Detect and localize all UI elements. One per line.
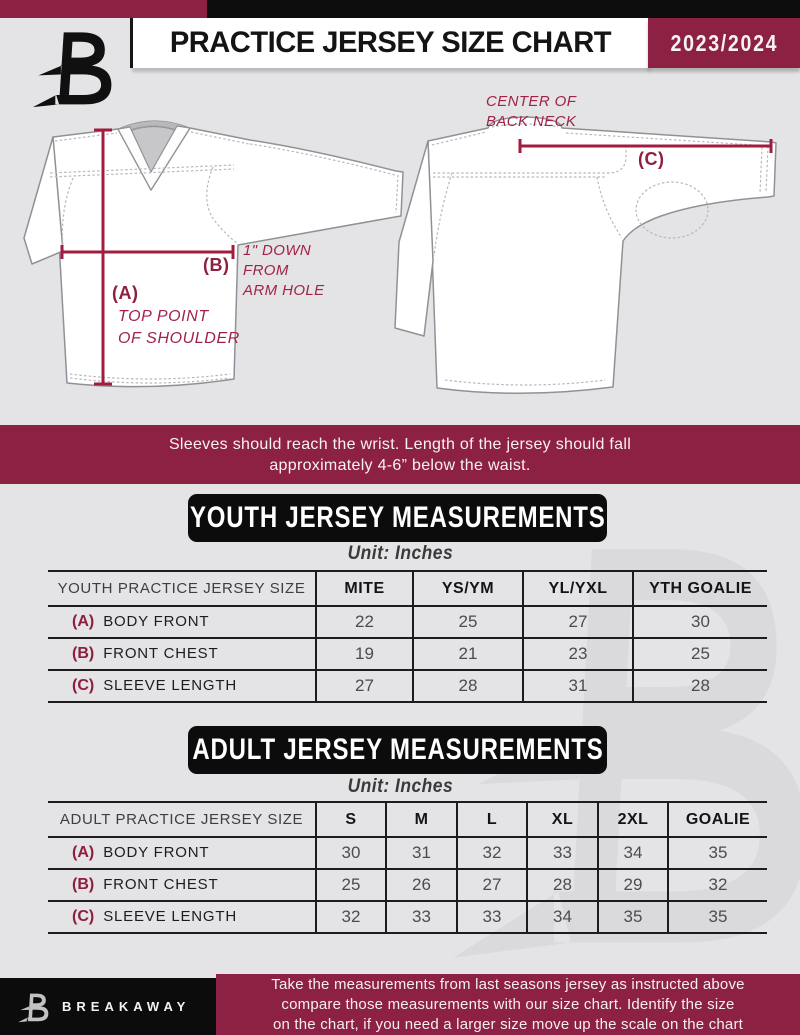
youth-col-header: YTH GOALIE xyxy=(633,571,767,606)
adult-col-header: L xyxy=(457,802,527,837)
adult-section-title-bar xyxy=(188,726,607,774)
footer-note-line-1: Take the measurements from last seasons jersey as instructed above xyxy=(271,976,745,993)
footer-note-line-2: compare those measurements with our size chart. Identify the size xyxy=(281,996,735,1013)
cell: 26 xyxy=(386,869,457,901)
youth-col-header: YOUTH PRACTICE JERSEY SIZE xyxy=(48,571,316,606)
cell: 25 xyxy=(316,869,386,901)
cell: 28 xyxy=(633,670,767,702)
jersey-back-diagram xyxy=(395,117,776,393)
breakaway-b-logo-small-icon xyxy=(16,990,52,1023)
cell: 33 xyxy=(457,901,527,933)
label-c: (C) xyxy=(638,149,665,169)
cell: 34 xyxy=(598,837,668,869)
youth-size-table xyxy=(48,570,767,703)
adult-size-table xyxy=(48,801,767,934)
row-label: SLEEVE LENGTH xyxy=(103,677,237,694)
adult-section-title: ADULT JERSEY MEASUREMENTS xyxy=(191,733,604,766)
row-label: SLEEVE LENGTH xyxy=(103,908,237,925)
cell: 25 xyxy=(633,638,767,670)
table-row xyxy=(48,638,767,670)
page-title: PRACTICE JERSEY SIZE CHART xyxy=(169,26,612,59)
label-b: (B) xyxy=(203,255,230,275)
adult-unit-label: Unit: Inches xyxy=(347,776,453,797)
table-row xyxy=(48,670,767,702)
title-bar xyxy=(130,18,648,68)
table-row xyxy=(48,837,767,869)
row-label: BODY FRONT xyxy=(103,844,210,861)
label-c-desc: CENTER OF BACK NECK xyxy=(486,93,577,130)
footer-note xyxy=(216,974,800,1035)
cell: 33 xyxy=(386,901,457,933)
row-key: (B) xyxy=(72,876,95,893)
cell: 27 xyxy=(523,606,633,638)
cell: 34 xyxy=(527,901,598,933)
brand-name: BREAKAWAY xyxy=(62,999,191,1014)
season-badge xyxy=(648,18,800,68)
top-strip-black xyxy=(207,0,800,18)
cell: 27 xyxy=(316,670,413,702)
youth-section-title-bar xyxy=(188,494,607,542)
youth-unit-label: Unit: Inches xyxy=(347,543,453,564)
row-label: BODY FRONT xyxy=(103,613,210,630)
cell: 35 xyxy=(668,837,767,869)
footer-note-line-3: on the chart, if you need a larger size move up the scale on the chart xyxy=(272,1016,744,1033)
notice-line-1: Sleeves should reach the wrist. Length of the jersey should fall xyxy=(168,436,632,453)
jersey-diagrams xyxy=(0,80,800,425)
row-label: FRONT CHEST xyxy=(103,645,219,662)
adult-col-header: 2XL xyxy=(598,802,668,837)
label-a-desc: TOP POINT OF SHOULDER xyxy=(118,308,240,347)
top-strip-maroon xyxy=(0,0,207,18)
table-row xyxy=(48,869,767,901)
table-row xyxy=(48,606,767,638)
youth-section-title: YOUTH JERSEY MEASUREMENTS xyxy=(189,501,606,534)
adult-col-header: ADULT PRACTICE JERSEY SIZE xyxy=(48,802,316,837)
cell: 35 xyxy=(668,901,767,933)
cell: 31 xyxy=(386,837,457,869)
row-key: (A) xyxy=(72,844,95,861)
footer-brand-block xyxy=(0,978,216,1035)
notice-band xyxy=(0,425,800,484)
cell: 30 xyxy=(633,606,767,638)
cell: 27 xyxy=(457,869,527,901)
row-key: (A) xyxy=(72,613,95,630)
notice-line-2: approximately 4-6” below the waist. xyxy=(269,457,531,474)
row-label: FRONT CHEST xyxy=(103,876,219,893)
adult-col-header: GOALIE xyxy=(668,802,767,837)
cell: 28 xyxy=(413,670,523,702)
cell: 25 xyxy=(413,606,523,638)
cell: 22 xyxy=(316,606,413,638)
cell: 33 xyxy=(527,837,598,869)
season-label: 2023/2024 xyxy=(670,29,778,56)
cell: 19 xyxy=(316,638,413,670)
row-key: (C) xyxy=(72,908,95,925)
adult-col-header: S xyxy=(316,802,386,837)
youth-col-header: YL/YXL xyxy=(523,571,633,606)
cell: 30 xyxy=(316,837,386,869)
youth-table-header-row xyxy=(48,571,767,606)
label-b-desc: 1" DOWN FROM ARM HOLE xyxy=(243,242,325,299)
cell: 28 xyxy=(527,869,598,901)
cell: 21 xyxy=(413,638,523,670)
youth-col-header: MITE xyxy=(316,571,413,606)
adult-col-header: M xyxy=(386,802,457,837)
adult-table-header-row xyxy=(48,802,767,837)
cell: 23 xyxy=(523,638,633,670)
cell: 29 xyxy=(598,869,668,901)
cell: 35 xyxy=(598,901,668,933)
cell: 32 xyxy=(668,869,767,901)
cell: 32 xyxy=(316,901,386,933)
cell: 32 xyxy=(457,837,527,869)
adult-col-header: XL xyxy=(527,802,598,837)
youth-col-header: YS/YM xyxy=(413,571,523,606)
table-row xyxy=(48,901,767,933)
label-a: (A) xyxy=(112,283,139,303)
cell: 31 xyxy=(523,670,633,702)
row-key: (C) xyxy=(72,677,95,694)
row-key: (B) xyxy=(72,645,95,662)
